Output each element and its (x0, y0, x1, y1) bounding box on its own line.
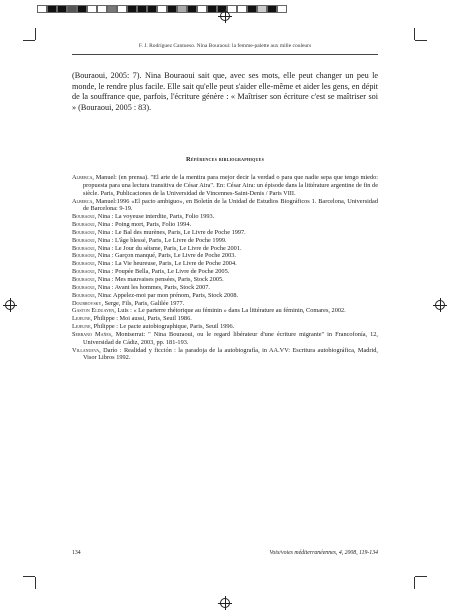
reference-text: , Manuel:1996 «El pacto ambiguo», en Boletín de la Unidad de Estudios Biográficos 1. Barcelona, Universidad de Barcelona: 9-19. (83, 197, 378, 213)
reference-item (72, 331, 378, 347)
reference-item (72, 213, 378, 221)
reference-text: , Nina : La Vie heureuse, Paris, Le Livre de Poche 2004. (94, 260, 237, 268)
reference-author: Lejeune (72, 323, 91, 331)
reference-item (72, 307, 378, 315)
page-number: 134 (72, 550, 81, 556)
reference-author: Alberca (72, 197, 93, 205)
color-swatch (37, 5, 47, 13)
color-swatch (87, 5, 97, 13)
reference-item (72, 268, 378, 276)
color-swatch (107, 5, 117, 13)
reference-text: , Nina : La voyeuse interdite, Paris, Folio 1993. (94, 213, 215, 221)
color-swatch (247, 5, 257, 13)
reference-author: Doubrovsky (72, 299, 102, 307)
color-swatch (157, 5, 167, 13)
reference-author: Serrano Mañes (72, 330, 112, 338)
reference-text: , Nina : Poupée Bella, Paris, Le Livre de Poche 2005. (94, 268, 230, 276)
color-swatch (197, 5, 207, 13)
reference-text: , Nina : Poing mort, Paris, Folio 1994. (94, 221, 192, 229)
reference-text: , Luis : « Le parterre rhétorique au féminin » dans La littérature au féminin, Comares, 2002. (114, 307, 346, 315)
reference-text: , Nina : Garçon manqué, Paris, Le Livre de Poche 2003. (94, 252, 236, 260)
crop-mark (414, 577, 415, 589)
registration-mark-icon (220, 11, 230, 21)
reference-item (72, 300, 378, 308)
color-swatch (237, 5, 247, 13)
reference-item (72, 315, 378, 323)
color-swatch (207, 5, 217, 13)
reference-author: Bouraoui (72, 228, 95, 236)
crop-mark (414, 28, 415, 40)
body-paragraph: (Bouraoui, 2005: 7). Nina Bouraoui sait que, avec ses mots, elle peut changer un peu le monde, le rendre plus facile. Elle sait qu'elle peut s'aider elle-même et aider les gens, en dépit de la souffrance que, parfois, l'écriture génère : « Maîtriser son écriture c'est se maîtriser soi » (Bouraoui, 2005 : 83). (72, 71, 378, 112)
crop-mark (35, 28, 36, 40)
reference-author: Bouraoui (72, 221, 95, 229)
color-swatch (77, 5, 87, 13)
color-swatch (257, 5, 267, 13)
reference-item (72, 284, 378, 292)
crop-mark (415, 40, 427, 41)
reference-text: , Serge, Fils, Paris, Galilée 1977. (101, 299, 185, 307)
reference-author: Bouraoui (72, 291, 95, 299)
reference-item (72, 347, 378, 363)
running-head: F. J. Rodríguez Cantueso. Nina Bouraoui: la femme-palette aux mille couleurs (138, 43, 312, 49)
reference-text: , Nina : Mes mauvaises pensées, Paris, Stock 2005. (94, 275, 224, 283)
reference-text: , Manuel: (en prensa). "El arte de la mentira para mejor decir la verdad o para que nadie sepa que tengo miedo: propuesta para una lectura transitiva de César Aira". En: César Aira: un épisode dans la littérature argentine de fin de siècle. Paris, Publicaciones de la Universidad de Vincennes-Saint-Denis / Paris VIII. (83, 174, 378, 197)
reference-list (72, 174, 378, 362)
reference-author: Villanueva (72, 346, 100, 354)
crop-mark (415, 576, 427, 577)
reference-item (72, 221, 378, 229)
registration-mark-icon (5, 300, 15, 310)
reference-text: , Darío : Realidad y ficción : la paradoja de la autobiografía, in AA.VV: Escritura autobiográfica, Madrid, Visor Libros 1992. (83, 346, 378, 362)
color-swatch (67, 5, 77, 13)
color-swatch (117, 5, 127, 13)
journal-citation: Voix/voies méditerranéennes, 4, 2008, 119-134 (269, 550, 378, 556)
color-swatch (277, 5, 287, 13)
crop-mark (35, 577, 36, 589)
color-swatch (147, 5, 157, 13)
reference-item (72, 229, 378, 237)
registration-mark-icon (435, 300, 445, 310)
crop-mark (23, 576, 35, 577)
reference-text: , Philippe : Le pacte autobiographique, Paris, Seuil 1996. (90, 323, 235, 331)
color-swatch (57, 5, 67, 13)
registration-mark-icon (220, 598, 230, 608)
reference-item (72, 252, 378, 260)
reference-item (72, 323, 378, 331)
reference-author: Bouraoui (72, 260, 95, 268)
reference-author: Bouraoui (72, 252, 95, 260)
color-swatch (267, 5, 277, 13)
color-swatch (127, 5, 137, 13)
reference-text: , Nina : Avant les hommes, Paris, Stock 2007. (94, 283, 210, 291)
header-rule (72, 54, 378, 55)
reference-item (72, 276, 378, 284)
crop-mark (23, 40, 35, 41)
reference-author: Bouraoui (72, 275, 95, 283)
printer-color-bar (37, 5, 287, 13)
reference-author: Gaston Elduayen (72, 307, 115, 315)
color-swatch (187, 5, 197, 13)
reference-item (72, 260, 378, 268)
reference-text: , Nina : Le Jour du séisme, Paris, Le Livre de Poche 2001. (94, 244, 242, 252)
reference-item (72, 292, 378, 300)
section-title (72, 156, 378, 163)
reference-text: , Nina : L'âge blessé, Paris, Le Livre de Poche 1999. (94, 236, 227, 244)
reference-item (72, 237, 378, 245)
reference-text: , Philippe : Moi aussi, Paris, Seuil 1986. (90, 315, 192, 323)
color-swatch (177, 5, 187, 13)
reference-item (72, 174, 378, 198)
reference-author: Lejeune (72, 315, 91, 323)
reference-author: Bouraoui (72, 244, 95, 252)
reference-item (72, 245, 378, 253)
reference-text: , Nina: Appelez-moi par mon prénom, Paris, Stock 2008. (94, 291, 239, 299)
reference-author: Bouraoui (72, 213, 95, 221)
section-title-text: Références bibliographiques (185, 156, 265, 163)
color-swatch (167, 5, 177, 13)
reference-author: Bouraoui (72, 236, 95, 244)
reference-author: Alberca (72, 174, 93, 181)
color-swatch (97, 5, 107, 13)
reference-text: , Montserrat: " Nina Bouraoui, ou le regard libérateur d'une écriture migrante" in Francofonía, 12, Universidad de Cádiz, 2003, pp. 181-193. (83, 330, 378, 346)
reference-text: , Nina : Le Bal des murènes, Paris, Le Livre de Poche 1997. (94, 228, 246, 236)
color-swatch (47, 5, 57, 13)
reference-item (72, 198, 378, 214)
reference-author: Bouraoui (72, 283, 95, 291)
reference-author: Bouraoui (72, 268, 95, 276)
color-swatch (137, 5, 147, 13)
